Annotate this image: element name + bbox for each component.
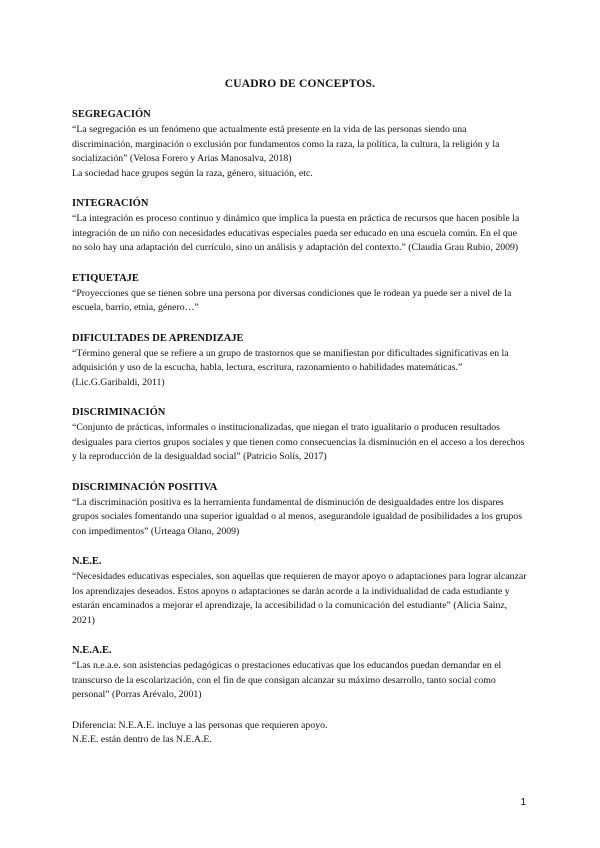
- section-text: “Proyecciones que se tienen sobre una persona por diversas condiciones que le rodean ya puede ser a nivel de la escuela, barrio, etnia, género…”: [72, 287, 512, 313]
- section-text: “Las n.e.a.e. son asistencias pedagógicas o prestaciones educativas que los educandos puedan demandar en el transcurso de la escolarización, con el fin de que consigan alcanzar su máximo desarrollo, tanto social como personal” (Porras Arévalo, 2001): [72, 660, 502, 700]
- section-heading: DISCRIMINACIÓN: [72, 407, 166, 418]
- section-etiquetaje: [72, 272, 528, 316]
- section-heading: DISCRIMINACIÓN POSITIVA: [72, 481, 218, 493]
- section-text: “Término general que se refiere a un grupo de trastornos que se manifiestan por dificultades significativas en la adquisición y uso de la escucha, habla, lectura, escritura, razonamiento o habilidades matemáticas.” (Lic.G.Garibaldi, 2011): [72, 347, 509, 388]
- section-segregacion: [72, 108, 528, 181]
- section-neae: [72, 644, 528, 703]
- section-text: “La integración es proceso continuo y dinámico que implica la puesta en práctica de recursos que hacen posible la integración de un niño con necesidades educativas especiales pueda ser educado en una escuela común. En el que no solo hay una adaptación del currículo, sino un análisis y adaptación del contexto.” (Claudia Grau Rubio, 2009): [72, 213, 520, 253]
- section-heading: DIFICULTADES DE APRENDIZAJE: [72, 332, 244, 344]
- section-discriminacion: [72, 406, 528, 465]
- section-discriminacion-positiva: [72, 481, 528, 540]
- section-heading: ETIQUETAJE: [72, 272, 139, 284]
- page-number: 1: [520, 797, 526, 808]
- section-text: “Conjunto de prácticas, informales o institucionalizadas, que niegan el trato igualitario o producen resultados desiguales para ciertos grupos sociales y que tienen como consecuencias la disminución en el acceso a los derechos y la reproducción de la desigualdad social” (Patricio Solís, 2017): [72, 422, 525, 462]
- section-extra-text: La sociedad hace grupos según la raza, género, situación, etc.: [72, 167, 313, 179]
- section-nee: [72, 555, 528, 628]
- document-title: CUADRO DE CONCEPTOS.: [224, 78, 376, 90]
- section-text: “La discriminación positiva es la herramienta fundamental de disminución de desigualdades entre los dispares grupos sociales fomentando una superior igualdad o al menos, asegurandole igualdad de posibilidades a los grupos con impedimentos” (Urteaga Olano, 2009): [72, 496, 523, 537]
- section-integracion: [72, 197, 528, 256]
- section-heading: N.E.A.E.: [72, 645, 112, 656]
- note-line: Diferencia: N.E.A.E. incluye a las personas que requieren apoyo.: [72, 719, 328, 731]
- section-heading: SEGREGACIÓN: [72, 109, 151, 120]
- section-heading: INTEGRACIÓN: [72, 198, 149, 209]
- section-dificultades-aprendizaje: [72, 332, 528, 391]
- section-text: “La segregación es un fenómeno que actualmente está presente en la vida de las personas siendo una discriminación, marginación o exclusión por fundamentos como la raza, la política, la cultura, la religión y la socialización” (Velosa Forero y Arias Manosalva, 2018): [72, 124, 500, 164]
- note-line: N.E.E. están dentro de las N.E.A.E.: [72, 734, 212, 745]
- difference-note: [72, 719, 528, 748]
- document-page: [72, 78, 528, 748]
- section-heading: N.E.E.: [72, 556, 102, 567]
- section-text: “Necesidades educativas especiales, son aquellas que requieren de mayor apoyo o adaptaciones para lograr alcanzar los aprendizajes deseados. Estos apoyos o adaptaciones se darán acorde a la individualidad de cada estudiante y estarán encaminados a mejorar el aprendizaje, la accesibilidad o la comunicación del estudiante” (Alicia Sainz, 2021): [72, 571, 527, 626]
